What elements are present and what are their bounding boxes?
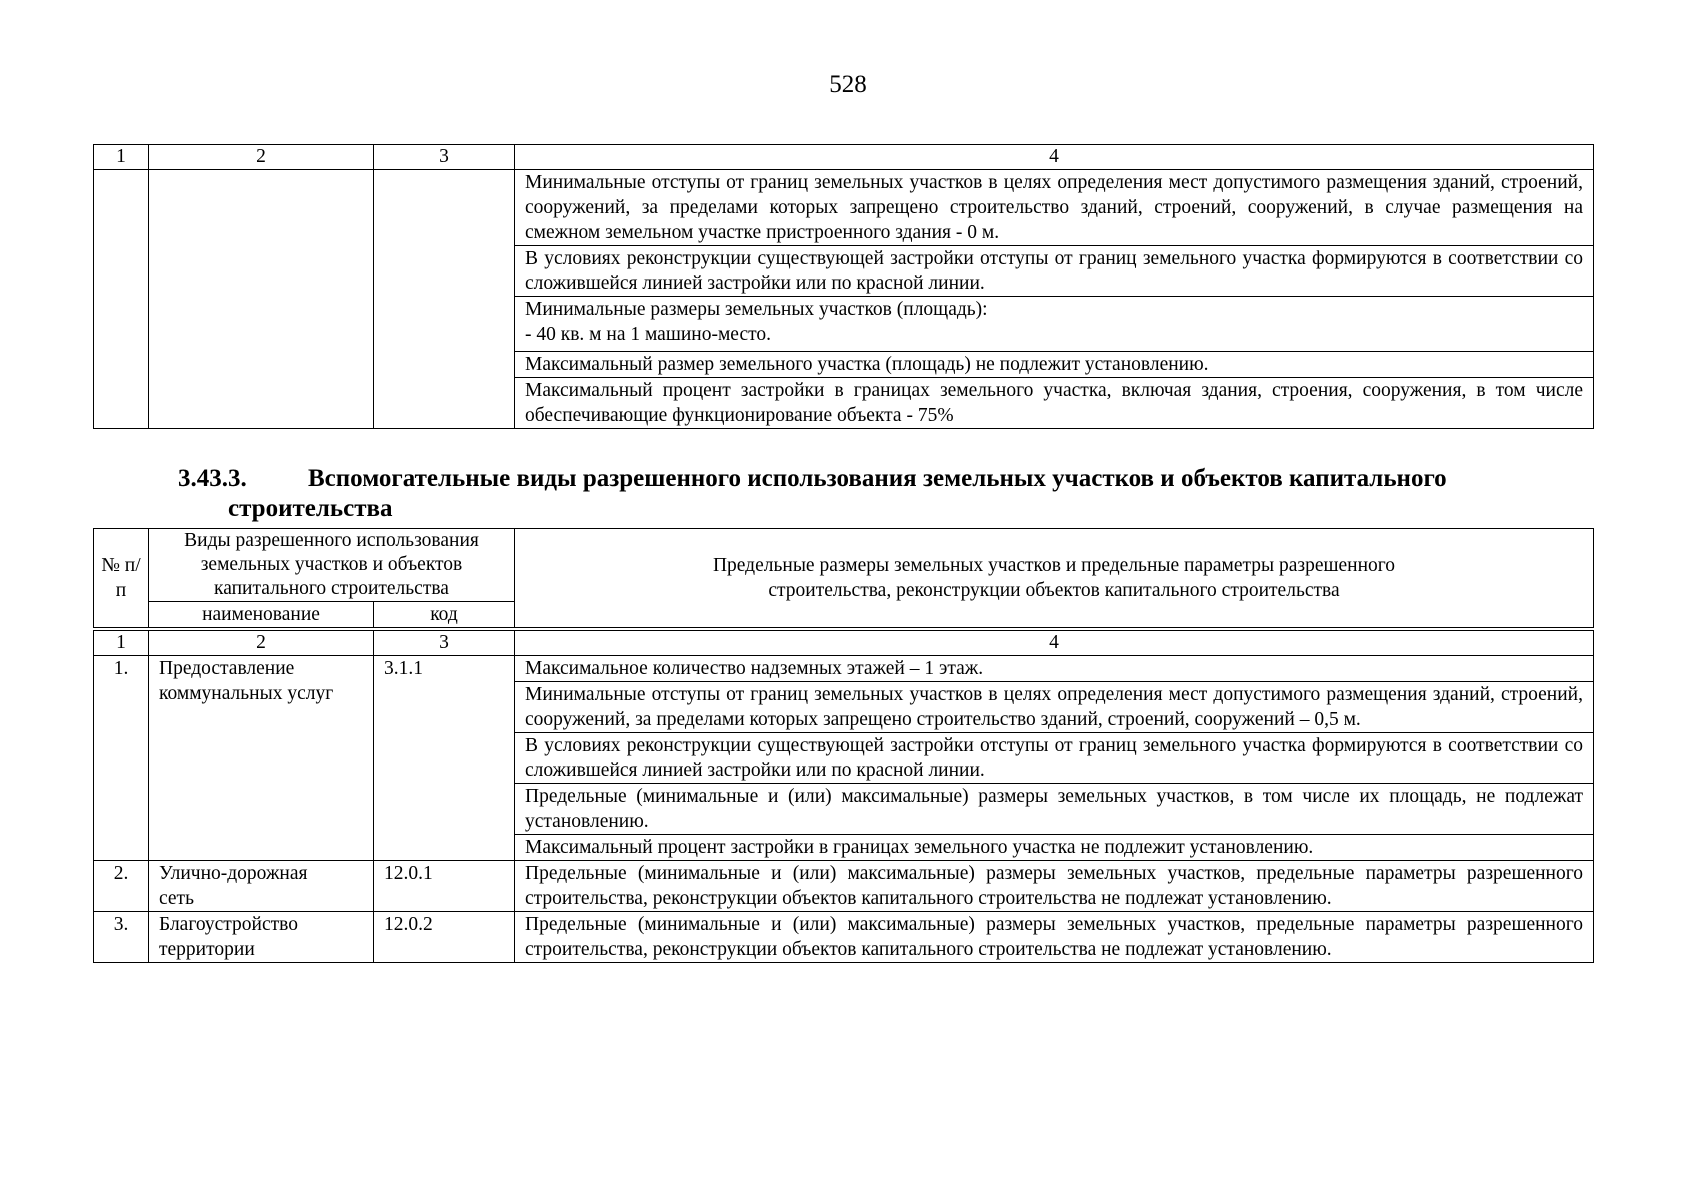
param-line: Минимальные размеры земельных участков (площадь):	[525, 299, 988, 320]
param-cell: Максимальный процент застройки в границах земельного участка, включая здания, строения, сооружения, в том числе обеспечивающие функционирование объекта - 75%	[515, 378, 1594, 429]
page-number: 528	[829, 71, 867, 98]
use-code: 12.0.2	[374, 912, 515, 963]
column-number: 1	[94, 629, 149, 656]
table-row	[94, 861, 1594, 912]
section-title-line1: Вспомогательные виды разрешенного использования земельных участков и объектов капитального	[308, 465, 1447, 492]
param-cell: Предельные (минимальные и (или) максимальные) размеры земельных участков, предельные параметры разрешенного строительства, реконструкции объектов капитального строительства не подлежат установлению.	[515, 912, 1594, 963]
param-cell: Максимальное количество надземных этажей – 1 этаж.	[515, 656, 1594, 682]
use-code: 3.1.1	[374, 656, 515, 861]
header-num: № п/п	[94, 529, 149, 630]
column-number: 4	[515, 629, 1594, 656]
empty-cell	[94, 170, 149, 429]
param-line: - 40 кв. м на 1 машино-место.	[525, 324, 771, 345]
param-cell: Предельные (минимальные и (или) максимальные) размеры земельных участков, предельные параметры разрешенного строительства, реконструкции объектов капитального строительства не подлежат установлению.	[515, 861, 1594, 912]
section-number: 3.43.3.	[178, 465, 247, 492]
column-number: 1	[94, 145, 149, 170]
param-cell: Минимальные отступы от границ земельных участков в целях определения мест допустимого размещения зданий, строений, сооружений, за пределами которых запрещено строительство зданий, строений, сооружений – 0,5 м.	[515, 682, 1594, 733]
empty-cell	[149, 170, 374, 429]
column-number-row	[94, 629, 1594, 656]
column-number-row	[94, 145, 1594, 170]
column-number: 2	[149, 629, 374, 656]
row-number: 2.	[94, 861, 149, 912]
header-code: код	[374, 602, 515, 630]
use-code: 12.0.1	[374, 861, 515, 912]
param-cell: В условиях реконструкции существующей застройки отступы от границ земельного участка формируются в соответствии со сложившейся линией застройки или по красной линии.	[515, 733, 1594, 784]
section-title-line2: строительства	[228, 495, 393, 522]
param-cell: Максимальный процент застройки в границах земельного участка не подлежит установлению.	[515, 835, 1594, 861]
use-name: Предоставление коммунальных услуг	[149, 656, 374, 861]
section-heading	[178, 464, 1618, 524]
param-cell: Минимальные отступы от границ земельных участков в целях определения мест допустимого размещения зданий, строений, сооружений, за пределами которых запрещено строительство зданий, строений, сооружений, в случае размещения на смежном земельном участке пристроенного здания - 0 м.	[515, 170, 1594, 246]
table-row	[94, 656, 1594, 682]
header-row	[94, 529, 1594, 602]
param-cell: Максимальный размер земельного участка (площадь) не подлежит установлению.	[515, 352, 1594, 378]
table-row	[94, 912, 1594, 963]
empty-cell	[374, 170, 515, 429]
use-name: Благоустройство территории	[149, 912, 374, 963]
header-params: Предельные размеры земельных участков и предельные параметры разрешенного строительства, реконструкции объектов капитального строительства	[515, 529, 1594, 630]
continuation-table	[93, 144, 1594, 429]
permitted-use-table	[93, 528, 1594, 963]
param-cell: Предельные (минимальные и (или) максимальные) размеры земельных участков, в том числе их площадь, не подлежат установлению.	[515, 784, 1594, 835]
column-number: 4	[515, 145, 1594, 170]
column-number: 3	[374, 629, 515, 656]
row-number: 1.	[94, 656, 149, 861]
table-row	[94, 170, 1594, 246]
column-number: 3	[374, 145, 515, 170]
header-types: Виды разрешенного использования земельных участков и объектов капитального строительства	[149, 529, 515, 602]
use-name: Улично-дорожная сеть	[149, 861, 374, 912]
header-name: наименование	[149, 602, 374, 630]
param-cell	[515, 297, 1594, 352]
column-number: 2	[149, 145, 374, 170]
row-number: 3.	[94, 912, 149, 963]
param-cell: В условиях реконструкции существующей застройки отступы от границ земельного участка формируются в соответствии со сложившейся линией застройки или по красной линии.	[515, 246, 1594, 297]
